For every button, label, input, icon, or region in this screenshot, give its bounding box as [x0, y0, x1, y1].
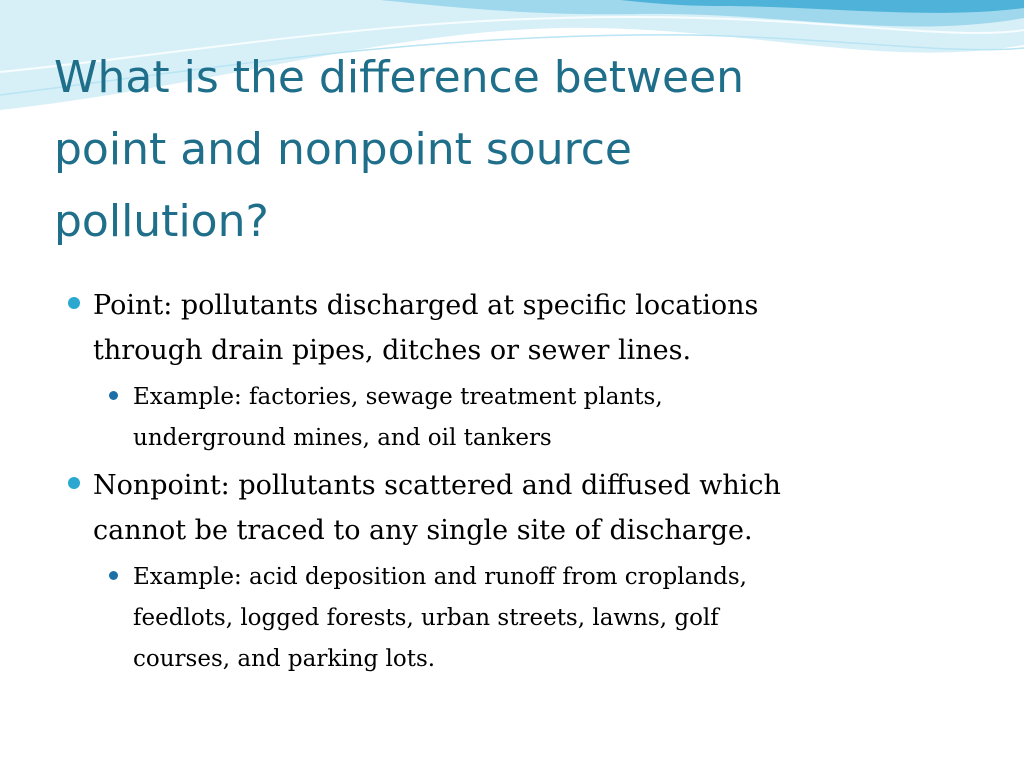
sub-bullet-text-line: courses, and parking lots.	[133, 646, 436, 672]
sub-bullet-text-line: Example: factories, sewage treatment plants,	[133, 384, 663, 410]
title-line: pollution?	[54, 196, 269, 247]
bullet-list	[60, 283, 960, 684]
title-line: point and nonpoint source	[54, 124, 632, 175]
bullet-text-line: cannot be traced to any single site of discharge.	[93, 515, 753, 546]
sub-bullet-point-example	[60, 377, 960, 459]
sub-bullet-text-line: feedlots, logged forests, urban streets, lawns, golf	[133, 605, 719, 631]
sub-bullet-nonpoint-example	[60, 557, 960, 680]
bullet-text-line: Nonpoint: pollutants scattered and diffused which	[93, 470, 781, 501]
sub-bullet-dot-icon	[109, 391, 118, 400]
bullet-nonpoint-source	[60, 463, 960, 553]
bullet-text-line: through drain pipes, ditches or sewer lines.	[93, 335, 692, 366]
sub-bullet-text-line: underground mines, and oil tankers	[133, 425, 552, 451]
bullet-dot-icon	[68, 297, 80, 309]
bullet-dot-icon	[68, 477, 80, 489]
slide-title	[54, 42, 954, 258]
sub-bullet-text-line: Example: acid deposition and runoff from croplands,	[133, 564, 747, 590]
title-line: What is the difference between	[54, 52, 745, 103]
bullet-point-source	[60, 283, 960, 373]
bullet-text-line: Point: pollutants discharged at specific locations	[93, 290, 759, 321]
sub-bullet-dot-icon	[109, 571, 118, 580]
